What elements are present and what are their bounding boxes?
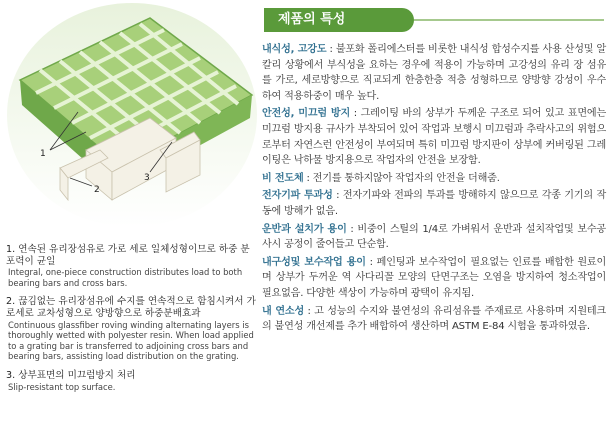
feature-label: 내구성및 보수작업 용이: [262, 256, 366, 268]
feature-text: : 그레이팅 바의 상부가 두께운 구조로 되어 있고 표면에는 미끄럼 방지용 규사가 부착되어 있어 작업과 보행시 미끄럼과 추락사고의 위험으로부터 자연스런 안전성이 부여되며 특히 미끄럼 방지판이 상부에 커버링된 그레이팅은 낙하물 방지용으로 작업자의 안전을 보장함.: [262, 108, 606, 167]
feature-item: [262, 304, 606, 335]
feature-text: : 전기를 통하지않아 작업자의 안전을 더해줌.: [303, 172, 500, 184]
feature-label: 전자기파 투과성: [262, 190, 333, 202]
note-item: [6, 296, 256, 362]
note-english: Continuous glassfiber roving winding alternating layers is thoroughly wetted with polyester resin. When load applied to a grating bar is transferred to adjoining cross bars and bearing bars, assisting load distribution on the grating.: [8, 319, 254, 362]
feature-text: : 비중이 스틸의 1/4로 가벼워서 운반과 설치작업및 보수공사시 공정이 줄어들고 단순함.: [262, 223, 606, 251]
feature-text: : 페인팅과 보수작업이 필요없는 인료를 배합한 원료이며 상부가 두꺼운 역 사다리꼴 모양의 단면구조는 오염을 방지하여 청소작업이 필요없음. 다양한 색상이 가능하며 광택이 유지됨.: [262, 256, 606, 299]
note-item: [6, 370, 256, 392]
feature-label: 안전성, 미끄럼 방지: [262, 108, 351, 120]
callout-2: 2: [94, 185, 100, 195]
feature-item: [262, 222, 606, 253]
callout-notes: [6, 244, 256, 400]
feature-text: : 전자기파와 전파의 투과를 방해하지 않으므로 각종 기기의 작동에 방해가 없음.: [262, 190, 606, 217]
feature-item: [262, 42, 606, 104]
callout-1: 1: [40, 149, 46, 159]
section-header: [264, 8, 604, 32]
feature-item: [262, 255, 606, 302]
header-rule: [414, 19, 604, 21]
feature-item: [262, 106, 606, 168]
feature-label: 비 전도체: [262, 172, 304, 184]
note-english: Slip-resistant top surface.: [8, 381, 116, 392]
callout-3: 3: [144, 173, 150, 183]
section-title: 제품의 특성: [264, 8, 414, 32]
feature-label: 내식성, 고강도: [262, 44, 327, 55]
note-korean: 2. 끊김없는 유리장섬유에 수지를 연속적으로 함침시켜서 가로세로 교차성형으로 양방향으로 하중분배효과: [6, 296, 256, 319]
feature-label: 운반과 설치가 용이: [262, 223, 347, 235]
feature-item: [262, 188, 606, 219]
feature-item: [262, 171, 606, 187]
feature-text: : 불포화 폴리에스터를 비롯한 내식성 합성수지를 사용 산성및 알칼리 상황에서 부식성을 요하는 경우에 적용이 가능하며 고강성의 유리 장 섬유를 가로, 세로방향으로 직교되게 한층한층 적층 성형하므로 양방향 강성이 우수하여 적용하중이 매우 높다.: [262, 44, 606, 102]
note-korean: 3. 상부표면의 미끄럼방지 처리: [6, 369, 136, 381]
grating-illustration: [0, 0, 258, 238]
feature-label: 내 연소성: [262, 305, 304, 317]
note-english: Integral, one-piece construction distributes load to both bearing bars and cross bars.: [8, 267, 243, 288]
note-item: [6, 244, 256, 288]
feature-text: : 고 성능의 수지와 불연성의 유리섬유를 주재료로 사용하며 지원테크의 불연성 개선제를 추가 배합하여 생산하며 ASTM E-84 시험을 통과하였음.: [262, 305, 606, 333]
note-korean: 1. 연속된 유리장섬유로 가로 세로 일체성형이므로 하중 분포력이 균일: [6, 244, 250, 267]
feature-list: [262, 42, 606, 337]
